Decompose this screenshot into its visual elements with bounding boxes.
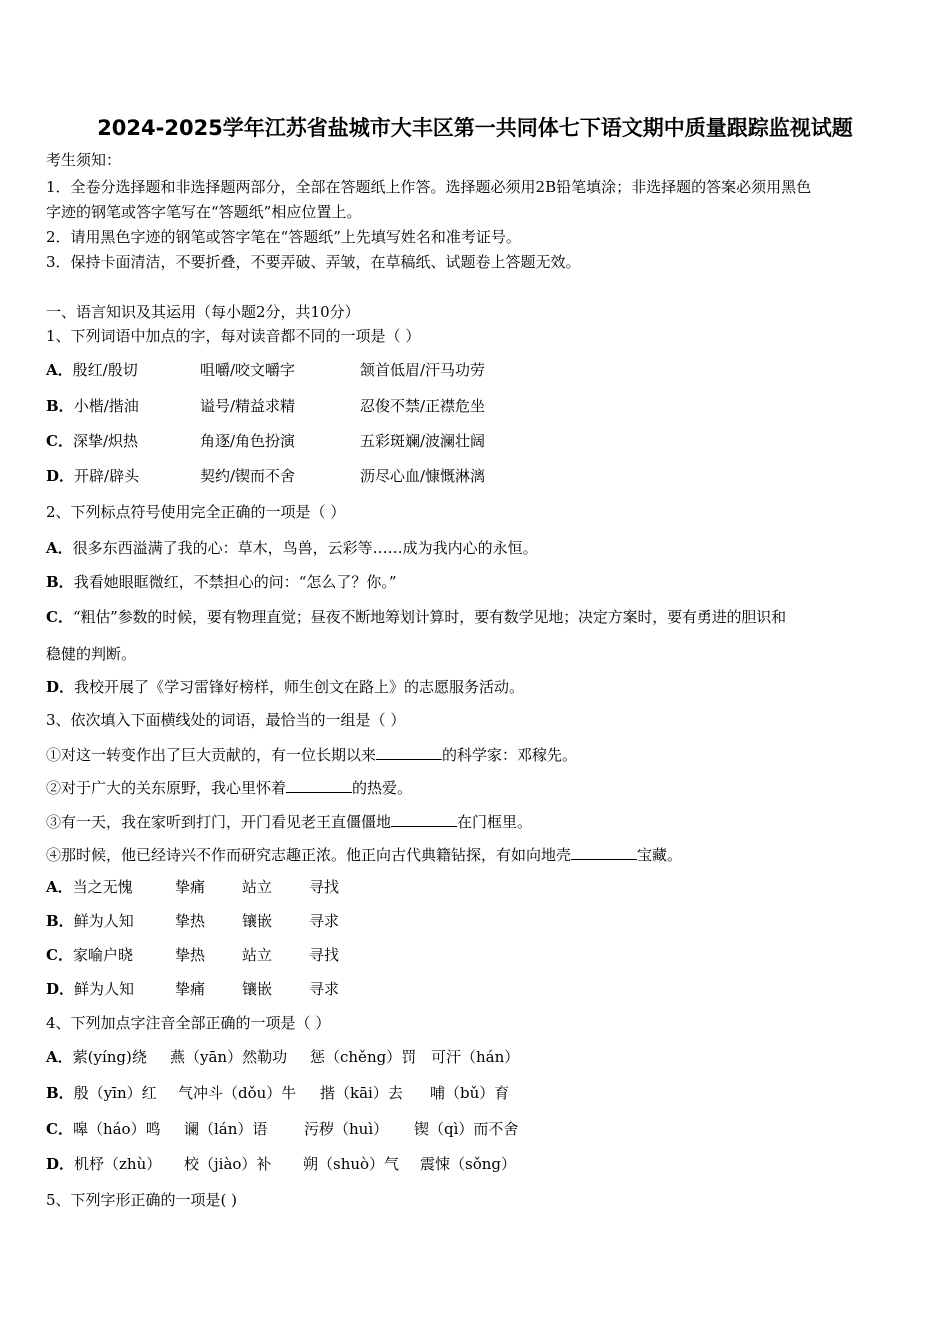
option-text: 萦(yíng)绕 bbox=[72, 1048, 147, 1066]
option-text: 燕（yān）然勒功 bbox=[170, 1048, 288, 1066]
sentence-text: 宝藏。 bbox=[637, 846, 683, 864]
option-text: 当之无愧 bbox=[72, 878, 133, 896]
page-title: 2024-2025学年江苏省盐城市大丰区第一共同体七下语文期中质量跟踪监视试题 bbox=[97, 116, 853, 140]
option-text: 挚热 bbox=[175, 912, 206, 930]
option-text: 角逐/角色扮演 bbox=[200, 432, 296, 450]
option-label: A． bbox=[46, 1048, 73, 1066]
option-text: 锲（qì）而不舍 bbox=[414, 1120, 519, 1138]
option-text: 站立 bbox=[242, 878, 273, 896]
notice-item: 1．全卷分选择题和非选择题两部分，全部在答题纸上作答。选择题必须用2B铅笔填涂；非选择题的答案必须用黑色 bbox=[46, 178, 812, 196]
sentence-text: ④那时候，他已经诗兴不作而研究志趣正浓。他正向古代典籍钻探，有如向地壳 bbox=[46, 846, 572, 864]
q4-option-d[interactable] bbox=[46, 1155, 516, 1173]
blank bbox=[286, 778, 352, 793]
blank bbox=[376, 745, 442, 760]
sentence-text: ③有一天，我在家听到打门，开门看见老王直僵僵地 bbox=[46, 813, 392, 831]
option-text: 开辟/辟头 bbox=[74, 467, 140, 485]
option-text: 嗥（háo）鸣 bbox=[72, 1120, 161, 1138]
q4-option-c[interactable] bbox=[46, 1120, 519, 1138]
option-text: 咀嚼/咬文嚼字 bbox=[200, 361, 296, 379]
option-label: D． bbox=[46, 980, 75, 998]
option-text: 契约/锲而不舍 bbox=[200, 467, 296, 485]
option-text: 家喻户晓 bbox=[72, 946, 133, 964]
q3-option-d[interactable] bbox=[46, 980, 340, 998]
option-text: 挚痛 bbox=[175, 980, 206, 998]
q1-option-d[interactable] bbox=[46, 467, 486, 485]
option-text: 忍俊不禁/正襟危坐 bbox=[360, 397, 486, 415]
q2-option-d[interactable] bbox=[46, 678, 524, 696]
q3-sentence bbox=[46, 778, 412, 797]
question-2-stem: 2、下列标点符号使用完全正确的一项是（ ） bbox=[46, 503, 346, 521]
option-text: 站立 bbox=[242, 946, 273, 964]
option-text: 校（jiào）补 bbox=[184, 1155, 272, 1173]
option-text: 可汗（hán） bbox=[431, 1048, 520, 1066]
sentence-text: ①对这一转变作出了巨大贡献的，有一位长期以来 bbox=[46, 746, 377, 764]
blank bbox=[571, 845, 637, 860]
option-text: 朔（shuò）气 bbox=[303, 1155, 400, 1173]
option-text: 震悚（sǒng） bbox=[420, 1155, 516, 1173]
question-1-stem: 1、下列词语中加点的字，每对读音都不同的一项是（ ） bbox=[46, 327, 421, 345]
option-text: 污秽（huì） bbox=[304, 1120, 389, 1138]
q3-option-c[interactable] bbox=[46, 946, 340, 964]
option-text: 小楷/揩油 bbox=[73, 397, 139, 415]
option-label: D． bbox=[46, 467, 75, 485]
option-text: 颔首低眉/汗马功劳 bbox=[360, 361, 486, 379]
option-text: 挚热 bbox=[175, 946, 206, 964]
sentence-text: 的科学家：邓稼先。 bbox=[442, 746, 578, 764]
sentence-text: ②对于广大的关东原野，我心里怀着 bbox=[46, 779, 287, 797]
option-text: 很多东西溢满了我的心：草木，鸟兽，云彩等……成为我内心的永恒。 bbox=[72, 539, 538, 557]
option-text: 鲜为人知 bbox=[73, 912, 134, 930]
option-text: 五彩斑斓/波澜壮阔 bbox=[360, 432, 486, 450]
q1-option-a[interactable] bbox=[46, 361, 486, 379]
q2-option-b[interactable] bbox=[46, 573, 397, 591]
option-text: 挚痛 bbox=[175, 878, 206, 896]
option-text: 殷红/殷切 bbox=[72, 361, 138, 379]
option-label: D． bbox=[46, 1155, 75, 1173]
option-text: 寻求 bbox=[309, 980, 340, 998]
option-text: 我校开展了《学习雷锋好榜样，师生创文在路上》的志愿服务活动。 bbox=[74, 678, 525, 696]
notice-heading: 考生须知： bbox=[46, 151, 122, 169]
sentence-text: 的热爱。 bbox=[352, 779, 413, 797]
option-label: A． bbox=[46, 539, 73, 557]
option-label: A． bbox=[46, 361, 73, 379]
q2-option-c[interactable] bbox=[46, 608, 786, 626]
section-heading: 一、语言知识及其运用（每小题2分，共10分） bbox=[46, 303, 360, 321]
blank bbox=[391, 812, 457, 827]
option-text: 沥尽心血/慷慨淋漓 bbox=[360, 467, 486, 485]
option-text: 殷（yīn）红 bbox=[73, 1084, 157, 1102]
q4-option-b[interactable] bbox=[46, 1084, 510, 1102]
option-text: 谥号/精益求精 bbox=[200, 397, 296, 415]
q3-option-a[interactable] bbox=[46, 878, 340, 896]
question-3-stem: 3、依次填入下面横线处的词语，最恰当的一组是（ ） bbox=[46, 711, 406, 729]
option-label: C． bbox=[46, 1120, 73, 1138]
q4-option-a[interactable] bbox=[46, 1048, 520, 1066]
option-text: 寻求 bbox=[309, 912, 340, 930]
option-text: 镶嵌 bbox=[242, 980, 273, 998]
option-text: 气冲斗（dǒu）牛 bbox=[178, 1084, 297, 1102]
q2-option-c-continued: 稳健的判断。 bbox=[46, 645, 137, 663]
option-text: 寻找 bbox=[309, 946, 340, 964]
option-text: 寻找 bbox=[309, 878, 340, 896]
option-text: 我看她眼眶微红，不禁担心的问：“怎么了？你。” bbox=[73, 573, 397, 591]
option-label: B． bbox=[46, 912, 74, 930]
option-text: 镶嵌 bbox=[242, 912, 273, 930]
question-5-stem: 5、下列字形正确的一项是( ) bbox=[46, 1191, 238, 1209]
q2-option-a[interactable] bbox=[46, 539, 538, 557]
option-label: C． bbox=[46, 432, 73, 450]
q3-sentence bbox=[46, 845, 682, 864]
sentence-text: 在门框里。 bbox=[457, 813, 533, 831]
q3-sentence bbox=[46, 745, 577, 764]
option-text: 鲜为人知 bbox=[74, 980, 135, 998]
notice-item: 字迹的钢笔或答字笔写在“答题纸”相应位置上。 bbox=[46, 203, 362, 221]
option-label: C． bbox=[46, 608, 73, 626]
q1-option-b[interactable] bbox=[46, 397, 486, 415]
question-4-stem: 4、下列加点字注音全部正确的一项是（ ） bbox=[46, 1014, 331, 1032]
option-text: 机杼（zhù） bbox=[74, 1155, 162, 1173]
q3-sentence bbox=[46, 812, 532, 831]
option-text: 揩（kāi）去 bbox=[320, 1084, 403, 1102]
notice-item: 2．请用黑色字迹的钢笔或答字笔在“答题纸”上先填写姓名和准考证号。 bbox=[46, 228, 521, 246]
option-text: 谰（lán）语 bbox=[184, 1120, 268, 1138]
q1-option-c[interactable] bbox=[46, 432, 486, 450]
option-text: 哺（bǔ）育 bbox=[430, 1084, 510, 1102]
notice-item: 3．保持卡面清洁，不要折叠，不要弄破、弄皱，在草稿纸、试题卷上答题无效。 bbox=[46, 253, 581, 271]
option-label: B． bbox=[46, 397, 74, 415]
option-label: A． bbox=[46, 878, 73, 896]
option-label: C． bbox=[46, 946, 73, 964]
option-label: B． bbox=[46, 573, 74, 591]
option-text: 惩（chěng）罚 bbox=[310, 1048, 417, 1066]
option-text: 深挚/炽热 bbox=[72, 432, 139, 450]
option-label: B． bbox=[46, 1084, 74, 1102]
option-text: “粗估”参数的时候，要有物理直觉；昼夜不断地筹划计算时，要有数学见地；决定方案时，要有勇进的胆识和 bbox=[72, 608, 786, 626]
q3-option-b[interactable] bbox=[46, 912, 340, 930]
option-label: D． bbox=[46, 678, 75, 696]
